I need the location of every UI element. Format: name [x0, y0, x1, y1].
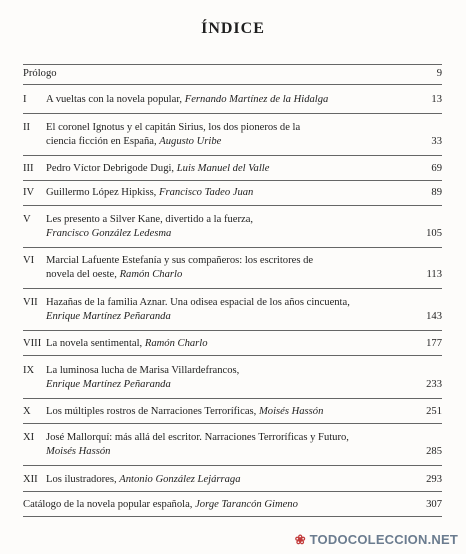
divider: [23, 491, 442, 492]
divider: [23, 330, 442, 331]
entry-title: José Mallorquí: más allá del escritor. Narraciones Terroríficas y Futuro,: [46, 432, 349, 443]
entry-author: Antonio González Lejárraga: [119, 474, 241, 485]
entry-author: Augusto Uribe: [159, 136, 222, 147]
divider: [23, 423, 442, 424]
page-number: 13: [431, 94, 442, 105]
page-number: 9: [436, 68, 442, 79]
divider: [23, 398, 442, 399]
entry-title: Pedro Víctor Debrigode Dugi,: [46, 163, 175, 174]
entry-title: A vueltas con la novela popular,: [46, 94, 183, 105]
divider: [23, 205, 442, 206]
entry-author: Luis Manuel del Valle: [176, 163, 270, 174]
divider: [23, 288, 442, 289]
divider: [23, 84, 442, 85]
chapter-number: I: [23, 94, 27, 105]
divider: [23, 180, 442, 181]
entry-title: La luminosa lucha de Marisa Villardefrancos,: [46, 365, 240, 376]
page-number: 233: [426, 379, 442, 390]
entry-author: Enrique Martínez Peñaranda: [46, 311, 171, 322]
chapter-number: IV: [23, 187, 35, 198]
page-number: 105: [426, 228, 442, 239]
entry-title: El coronel Ignotus y el capitán Sirius, los dos pioneros de la: [46, 122, 301, 133]
entry-author: Moisés Hassón: [46, 446, 111, 457]
entry-title: Marcial Lafuente Estefanía y sus compañeros: los escritores de: [46, 255, 314, 266]
page-number: 177: [426, 338, 442, 349]
entry-title: La novela sentimental,: [46, 338, 143, 349]
page-number: 307: [426, 499, 442, 510]
entry-author: Enrique Martínez Peñaranda: [46, 379, 171, 390]
watermark: [295, 532, 458, 548]
entry-title-cont: ciencia ficción en España,: [46, 136, 157, 147]
page-number: 293: [426, 474, 442, 485]
entry-author: Francisco González Ledesma: [46, 228, 172, 239]
chapter-number: VIII: [23, 338, 42, 349]
entry-title: Les presento a Silver Kane, divertido a la fuerza,: [46, 214, 254, 225]
entry-author: Jorge Tarancón Gimeno: [195, 499, 298, 510]
page-number: 113: [426, 269, 442, 280]
page-number: 251: [426, 406, 442, 417]
chapter-number: V: [23, 214, 31, 225]
divider: [23, 355, 442, 356]
entry-title: Los múltiples rostros de Narraciones Terroríficas,: [46, 406, 257, 417]
entry-title-cont: novela del oeste,: [46, 269, 117, 280]
chapter-number: XII: [23, 474, 38, 485]
page-number: 69: [431, 163, 442, 174]
page-number: 33: [431, 136, 442, 147]
chapter-number: II: [23, 122, 31, 133]
entry-title: Catálogo de la novela popular española,: [23, 499, 193, 510]
divider: [23, 247, 442, 248]
chapter-number: III: [23, 163, 34, 174]
page-title: ÍNDICE: [201, 20, 265, 37]
entry-author: Moisés Hassón: [258, 406, 324, 417]
watermark-logo-icon: ❀: [294, 532, 306, 547]
chapter-number: VI: [23, 255, 35, 266]
entry-title: Guillermo López Hipkiss,: [46, 187, 157, 198]
chapter-number: IX: [23, 365, 35, 376]
entry-author: Francisco Tadeo Juan: [159, 187, 254, 198]
page-number: 89: [431, 187, 442, 198]
chapter-number: XI: [23, 432, 35, 443]
chapter-number: VII: [23, 297, 38, 308]
chapter-number: X: [23, 406, 31, 417]
page-number: 285: [426, 446, 442, 457]
watermark-text: TODOCOLECCION.NET: [309, 532, 458, 547]
entry-author: Ramón Charlo: [144, 338, 208, 349]
divider: [23, 465, 442, 466]
divider: [23, 155, 442, 156]
entry-author: Fernando Martínez de la Hidalga: [184, 94, 329, 105]
divider: [23, 64, 442, 65]
entry-title: Hazañas de la familia Aznar. Una odisea espacial de los años cincuenta,: [46, 297, 350, 308]
divider: [23, 113, 442, 114]
entry-title: Los ilustradores,: [46, 474, 117, 485]
entry-title: Prólogo: [23, 68, 57, 79]
entry-author: Ramón Charlo: [119, 269, 183, 280]
page-number: 143: [426, 311, 442, 322]
divider: [23, 516, 442, 517]
